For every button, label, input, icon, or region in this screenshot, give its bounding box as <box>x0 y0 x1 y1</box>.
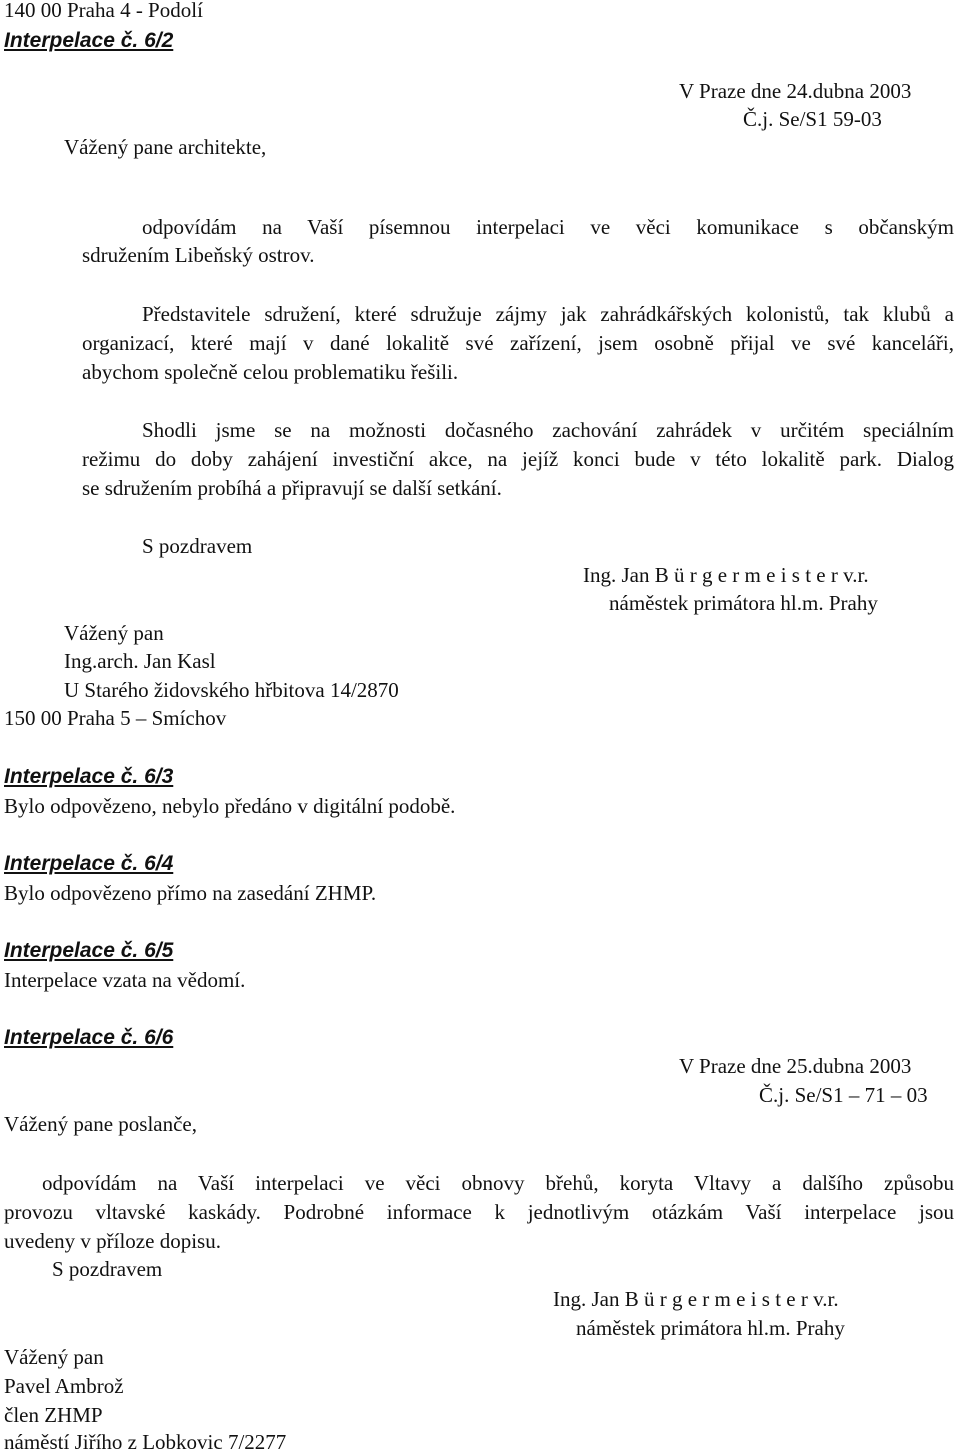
signer-title: náměstek primátora hl.m. Prahy <box>576 1316 845 1340</box>
paragraph-line: Shodli jsme se na možnosti dočasného zachování zahrádek v určitém speciálním <box>142 418 954 442</box>
letter-date: V Praze dne 24.dubna 2003 <box>679 79 912 103</box>
interpelace-6-5-text: Interpelace vzata na vědomí. <box>4 968 246 992</box>
heading-interpelace-6-5: Interpelace č. 6/5 <box>4 939 174 962</box>
closing: S pozdravem <box>52 1257 163 1281</box>
paragraph-line: se sdružením probíhá a připravují se další setkání. <box>82 476 502 500</box>
addressee-line: Pavel Ambrož <box>4 1374 124 1398</box>
addressee-line: Vážený pan <box>4 1345 104 1369</box>
letter-reference: Č.j. Se/S1 – 71 – 03 <box>759 1083 928 1107</box>
paragraph-line: sdružením Libeňský ostrov. <box>82 243 315 267</box>
paragraph-line: režimu do doby zahájení investiční akce, na jejíž konci bude v této lokalitě park. Dialog <box>82 447 954 471</box>
heading-interpelace-6-3: Interpelace č. 6/3 <box>4 765 174 788</box>
header-address: 140 00 Praha 4 - Podolí <box>4 0 203 22</box>
closing: S pozdravem <box>142 534 253 558</box>
salutation: Vážený pane architekte, <box>64 135 267 159</box>
interpelace-6-4-text: Bylo odpovězeno přímo na zasedání ZHMP. <box>4 881 377 905</box>
letter-reference: Č.j. Se/S1 59-03 <box>743 107 882 131</box>
paragraph-line: odpovídám na Vaší interpelaci ve věci obnovy břehů, koryta Vltavy a dalšího způsobu <box>42 1171 954 1195</box>
interpelace-6-3-text: Bylo odpovězeno, nebylo předáno v digitální podobě. <box>4 794 456 818</box>
letter-date: V Praze dne 25.dubna 2003 <box>679 1054 912 1078</box>
heading-interpelace-6-2: Interpelace č. 6/2 <box>4 29 174 52</box>
salutation: Vážený pane poslanče, <box>4 1112 197 1136</box>
paragraph-line: Představitele sdružení, které sdružuje zájmy jak zahrádkářských kolonistů, tak klubů a <box>142 302 954 326</box>
paragraph-line: abychom společně celou problematiku řešili. <box>82 360 459 384</box>
heading-interpelace-6-4: Interpelace č. 6/4 <box>4 852 174 875</box>
addressee-line: člen ZHMP <box>4 1403 103 1427</box>
addressee-line: U Starého židovského hřbitova 14/2870 <box>64 678 399 702</box>
addressee-line: Ing.arch. Jan Kasl <box>64 649 216 673</box>
addressee-line: Vážený pan <box>64 621 164 645</box>
signer-name: Ing. Jan B ü r g e r m e i s t e r v.r. <box>583 563 869 587</box>
paragraph-line: uvedeny v příloze dopisu. <box>4 1229 221 1253</box>
paragraph-line: provozu vltavské kaskády. Podrobné informace k jednotlivým otázkám Vaší interpelace jsou <box>4 1200 954 1224</box>
addressee-line: 150 00 Praha 5 – Smíchov <box>4 706 227 730</box>
heading-interpelace-6-6: Interpelace č. 6/6 <box>4 1026 174 1049</box>
paragraph-line: odpovídám na Vaší písemnou interpelaci ve věci komunikace s občanským <box>142 215 954 239</box>
addressee-line: náměstí Jiřího z Lobkovic 7/2277 <box>4 1430 287 1454</box>
signer-name: Ing. Jan B ü r g e r m e i s t e r v.r. <box>553 1287 839 1311</box>
signer-title: náměstek primátora hl.m. Prahy <box>609 591 878 615</box>
paragraph-line: organizací, které mají v dané lokalitě své zařízení, jsem osobně přijal ve své kanceláři, <box>82 331 954 355</box>
